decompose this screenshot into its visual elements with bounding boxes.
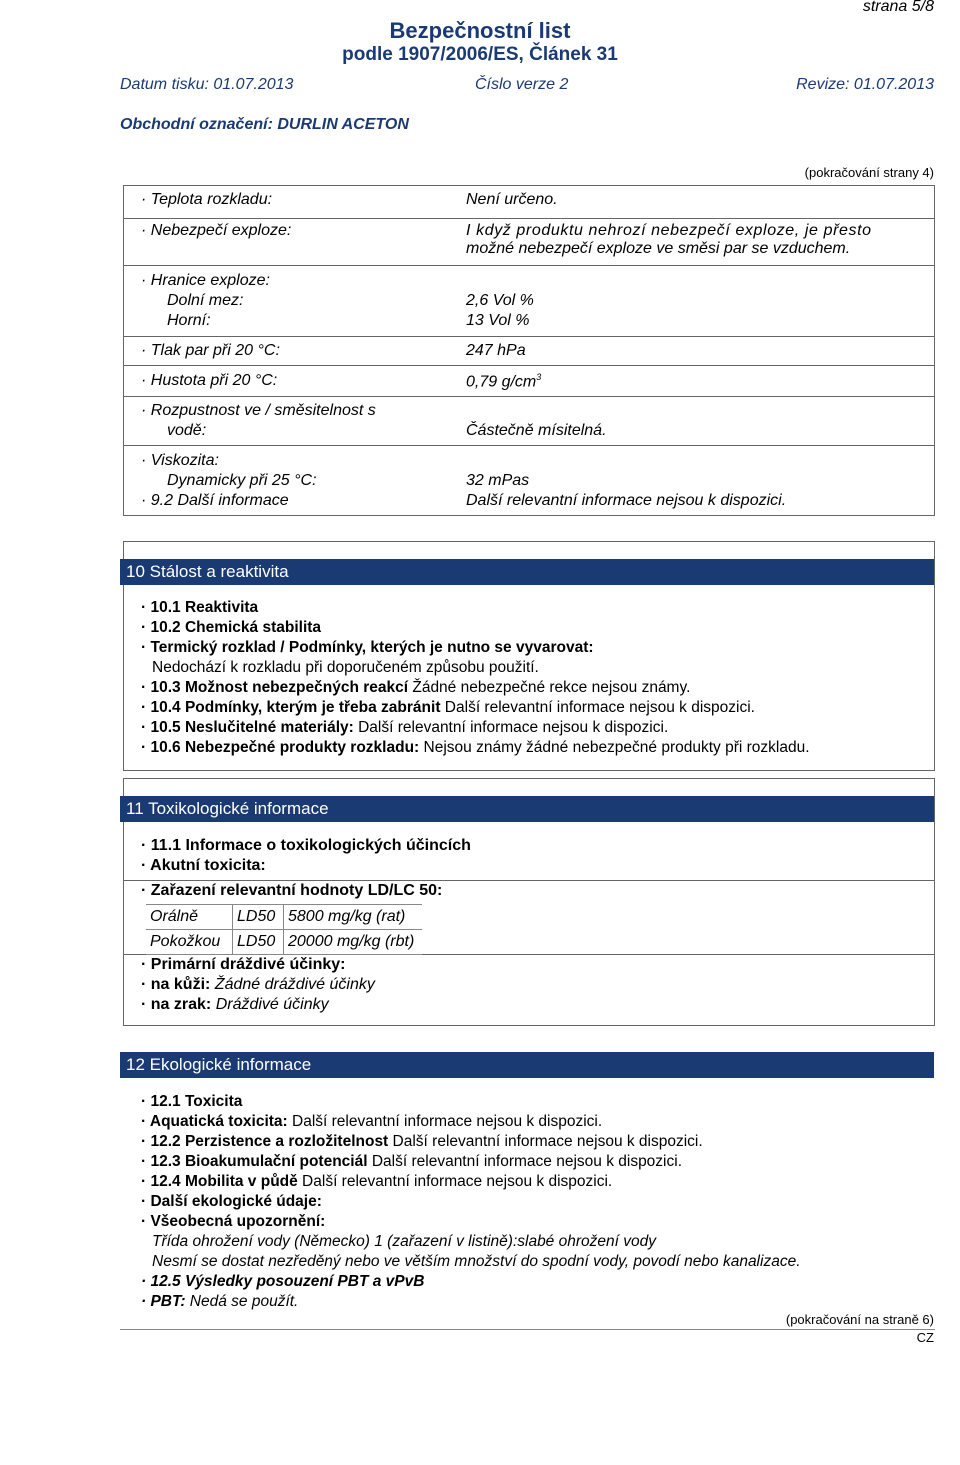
ld-route: Pokožkou bbox=[146, 930, 233, 955]
solubility-label-1: · Rozpustnost ve / směsitelnost s bbox=[141, 402, 376, 419]
viscosity-label: · Viskozita: bbox=[141, 452, 219, 469]
s12-mobility: · 12.4 Mobilita v půdě Další relevantní informace nejsou k dispozici. bbox=[141, 1173, 613, 1190]
ld-route: Orálně bbox=[146, 905, 233, 930]
decomp-value: Není určeno. bbox=[466, 191, 558, 208]
explosion-value-1: I když produktu nehrozí nebezpečí exploze, je přesto bbox=[466, 222, 872, 239]
lower-value: 2,6 Vol % bbox=[466, 292, 534, 309]
s10-conditions: · 10.4 Podmínky, kterým je třeba zabránit Další relevantní informace nejsou k dispozici. bbox=[141, 699, 755, 716]
ld-type: LD50 bbox=[233, 930, 284, 955]
language-code: CZ bbox=[916, 1330, 934, 1345]
ld-value: 5800 mg/kg (rat) bbox=[284, 905, 423, 930]
lower-label: Dolní mez: bbox=[167, 292, 244, 309]
ld-value: 20000 mg/kg (rbt) bbox=[284, 930, 423, 955]
section-10-title: 10 Stálost a reaktivita bbox=[120, 559, 934, 585]
s10-thermal-text: Nedochází k rozkladu při doporučeném způsobu použití. bbox=[152, 659, 539, 676]
section-12-title: 12 Ekologické informace bbox=[120, 1052, 934, 1078]
s11-primary: · Primární dráždivé účinky: bbox=[141, 956, 346, 973]
s10-thermal: · Termický rozklad / Podmínky, kterých je nutno se vyvarovat: bbox=[141, 639, 594, 656]
page-number: strana 5/8 bbox=[862, 0, 934, 15]
s12-general: · Všeobecná upozornění: bbox=[141, 1213, 326, 1230]
upper-label: Horní: bbox=[167, 312, 211, 329]
s11-skin: · na kůži: Žádné dráždivé účinky bbox=[141, 976, 375, 993]
s12-bioaccumulation: · 12.3 Bioakumulační potenciál Další relevantní informace nejsou k dispozici. bbox=[141, 1153, 682, 1170]
decomp-label: · Teplota rozkladu: bbox=[141, 191, 273, 208]
s12-aquatic: · Aquatická toxicita: Další relevantní informace nejsou k dispozici. bbox=[141, 1113, 603, 1130]
solubility-value: Částečně mísitelná. bbox=[466, 422, 607, 439]
dynamic-label: Dynamicky při 25 °C: bbox=[167, 472, 317, 489]
s10-decomposition: · 10.6 Nebezpečné produkty rozkladu: Nejsou známy žádné nebezpečné produkty při rozkladu. bbox=[141, 739, 810, 756]
s12-persistence: · 12.2 Perzistence a rozložitelnost Další relevantní informace nejsou k dispozici. bbox=[141, 1133, 703, 1150]
upper-value: 13 Vol % bbox=[466, 312, 530, 329]
section-11-title: 11 Toxikologické informace bbox=[120, 796, 934, 822]
s12-toxicity: · 12.1 Toxicita bbox=[141, 1093, 243, 1110]
s11-eyes: · na zrak: Dráždivé účinky bbox=[141, 996, 329, 1013]
footer-divider bbox=[120, 1329, 935, 1330]
document-subtitle: podle 1907/2006/ES, Článek 31 bbox=[342, 44, 618, 65]
vapor-label: · Tlak par při 20 °C: bbox=[141, 342, 280, 359]
s10-hazard-reactions: · 10.3 Možnost nebezpečných reakcí Žádné nebezpečné rekce nejsou známy. bbox=[141, 679, 691, 696]
s12-other-eco: · Další ekologické údaje: bbox=[141, 1193, 322, 1210]
s10-incompatible: · 10.5 Neslučitelné materiály: Další relevantní informace nejsou k dispozici. bbox=[141, 719, 669, 736]
s11-info: · 11.1 Informace o toxikologických účincích bbox=[141, 837, 471, 854]
explosion-value-2: možné nebezpečí exploze ve směsi par se vzduchem. bbox=[466, 240, 851, 257]
trade-name: Obchodní označení: DURLIN ACETON bbox=[120, 116, 409, 133]
s12-water-warning: Nesmí se dostat nezředěný nebo ve větším množství do spodní vody, povodí nebo kanalizace. bbox=[152, 1253, 801, 1270]
ld-table bbox=[146, 904, 422, 955]
table-row bbox=[146, 905, 422, 930]
s12-pbt: · PBT: Nedá se použít. bbox=[141, 1293, 299, 1310]
print-date: Datum tisku: 01.07.2013 bbox=[120, 76, 294, 93]
other-info-value: Další relevantní informace nejsou k dispozici. bbox=[466, 492, 787, 509]
s10-reactivity: · 10.1 Reaktivita bbox=[141, 599, 259, 616]
solubility-label-2: vodě: bbox=[167, 422, 207, 439]
other-info-label: · 9.2 Další informace bbox=[141, 492, 289, 509]
document-title: Bezpečnostní list bbox=[389, 18, 571, 43]
ld-table-title: · Zařazení relevantní hodnoty LD/LC 50: bbox=[141, 882, 443, 899]
continuation-bottom: (pokračování na straně 6) bbox=[785, 1312, 934, 1327]
s10-stability: · 10.2 Chemická stabilita bbox=[141, 619, 322, 636]
s12-water-class: Třída ohrožení vody (Německo) 1 (zařazení v listině):slabé ohrožení vody bbox=[152, 1233, 656, 1250]
density-value: 0,79 $g/cm^3$ bbox=[466, 372, 542, 391]
table-row bbox=[146, 930, 422, 955]
density-label: · Hustota při 20 °C: bbox=[141, 372, 278, 389]
limits-label: · Hranice exploze: bbox=[141, 272, 270, 289]
continuation-top: (pokračování strany 4) bbox=[804, 165, 934, 180]
version-number: Číslo verze 2 bbox=[475, 76, 569, 93]
s11-acute: · Akutní toxicita: bbox=[141, 857, 266, 874]
explosion-label: · Nebezpečí exploze: bbox=[141, 222, 292, 239]
s12-pbt-results: · 12.5 Výsledky posouzení PBT a vPvB bbox=[141, 1273, 425, 1290]
vapor-value: 247 hPa bbox=[466, 342, 526, 359]
revision-date: Revize: 01.07.2013 bbox=[796, 76, 934, 93]
ld-type: LD50 bbox=[233, 905, 284, 930]
dynamic-value: 32 mPas bbox=[466, 472, 530, 489]
